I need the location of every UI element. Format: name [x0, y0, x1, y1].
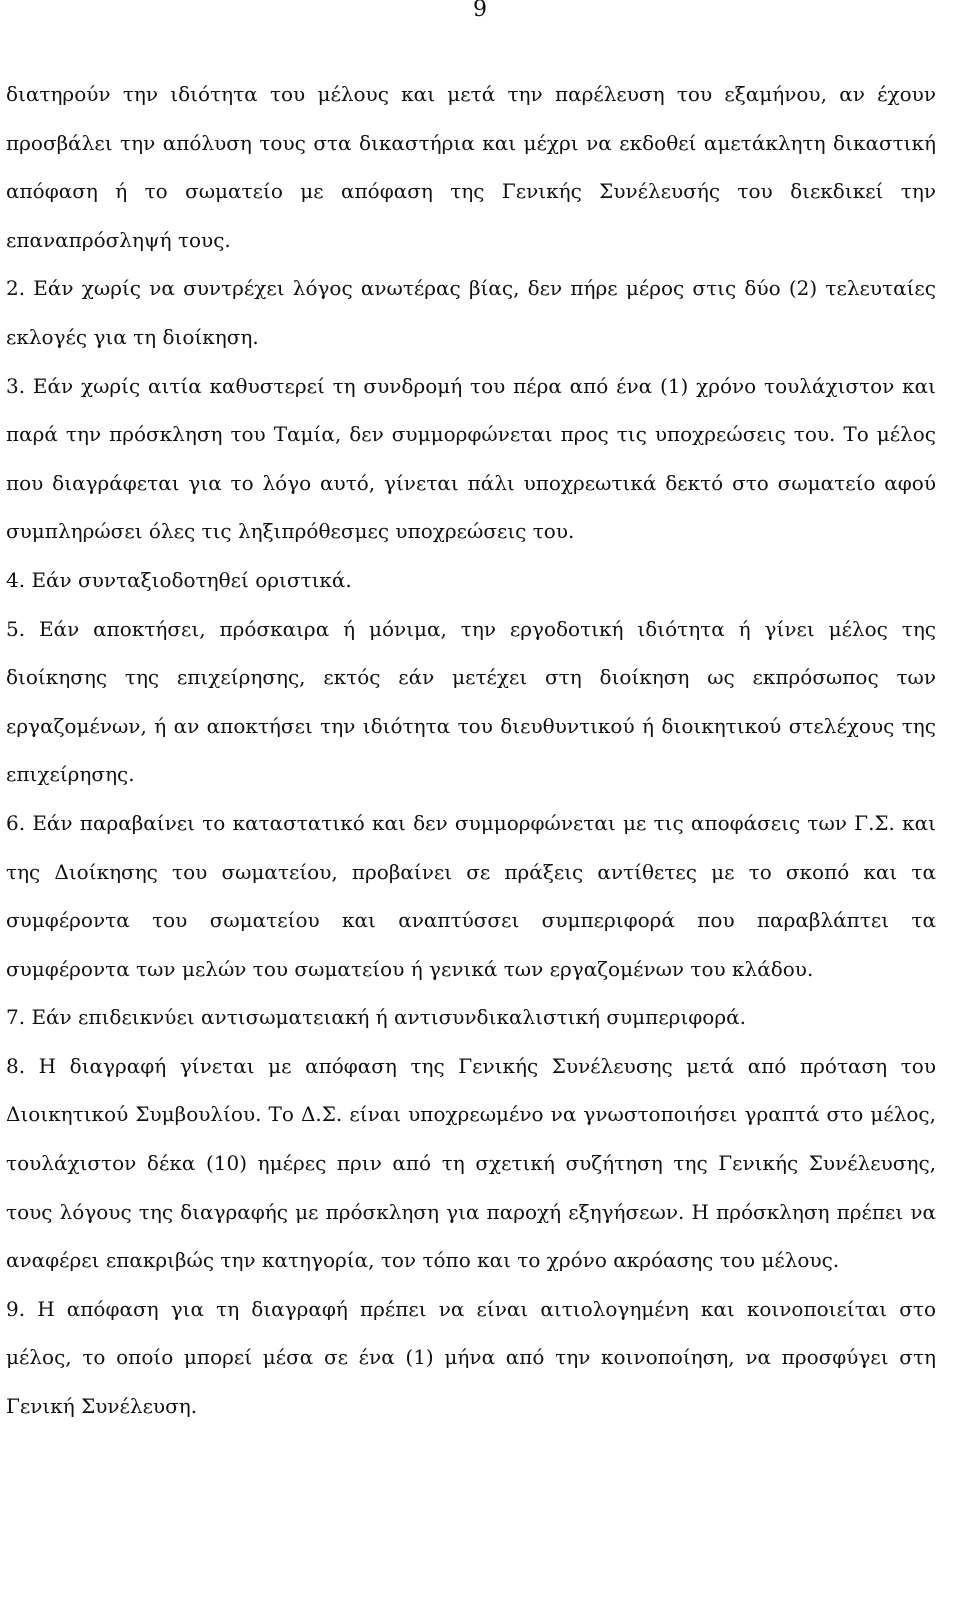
paragraph-item-4: 4. Εάν συνταξιοδοτηθεί οριστικά. [6, 567, 352, 592]
paragraph-item-9: 9. Η απόφαση για τη διαγραφή πρέπει να είναι αιτιολογημένη και κοινοποιείται στο μέλος, το οποίο μπορεί μέσα σε ένα (1) μήνα από την κοινοποίηση, να προσφύγει στη Γενική Συνέλευση. [6, 1296, 936, 1419]
paragraph-continuation: διατηρούν την ιδιότητα του μέλους και μετά την παρέλευση του εξαμήνου, αν έχουν προσβάλει την απόλυση τους στα δικαστήρια και μέχρι να εκδοθεί αμετάκλητη δικαστική απόφαση ή το σωματείο με απόφαση της Γενικής Συνέλευσής του διεκδικεί την επαναπρόσληψή τους. [6, 82, 936, 252]
paragraph-item-8: 8. Η διαγραφή γίνεται με απόφαση της Γενικής Συνέλευσης μετά από πρόταση του Διοικητικού Συμβουλίου. Το Δ.Σ. είναι υποχρεωμένο να γνωστοποιήσει γραπτά στο μέλος, τουλάχιστον δέκα (10) ημέρες πριν από τη σχετική συζήτηση της Γενικής Συνέλευσης, τους λόγους της διαγραφής με πρόσκληση για παροχή εξηγήσεων. Η πρόσκληση πρέπει να αναφέρει επακριβώς την κατηγορία, τον τόπο και το χρόνο ακρόασης του μέλους. [6, 1053, 936, 1273]
paragraph-item-6: 6. Εάν παραβαίνει το καταστατικό και δεν συμμορφώνεται με τις αποφάσεις των Γ.Σ. και της Διοίκησης του σωματείου, προβαίνει σε πράξεις αντίθετες με το σκοπό και τα συμφέροντα του σωματείου και αναπτύσσει συμπεριφορά που παραβλάπτει τα συμφέροντα των μελών του σωματείου ή γενικά των εργαζομένων του κλάδου. [6, 810, 936, 981]
document-body [6, 70, 936, 1431]
paragraph-item-2: 2. Εάν χωρίς να συντρέχει λόγος ανωτέρας βίας, δεν πήρε μέρος στις δύο (2) τελευταίες εκλογές για τη διοίκηση. [6, 276, 936, 349]
paragraph-item-5: 5. Εάν αποκτήσει, πρόσκαιρα ή μόνιμα, την εργοδοτική ιδιότητα ή γίνει μέλος της διοίκησης της επιχείρησης, εκτός εάν μετέχει στη διοίκηση ως εκπρόσωπος των εργαζομένων, ή αν αποκτήσει την ιδιότητα του διευθυντικού ή διοικητικού στελέχους της επιχείρησης. [6, 616, 936, 787]
page-number: 9 [473, 0, 487, 22]
paragraph-item-3: 3. Εάν χωρίς αιτία καθυστερεί τη συνδρομή του πέρα από ένα (1) χρόνο τουλάχιστον και παρά την πρόσκληση του Ταμία, δεν συμμορφώνεται προς τις υποχρεώσεις του. Το μέλος που διαγράφεται για το λόγο αυτό, γίνεται πάλι υποχρεωτικά δεκτό στο σωματείο αφού συμπληρώσει όλες τις ληξιπρόθεσμες υποχρεώσεις του. [6, 373, 936, 544]
paragraph-item-7: 7. Εάν επιδεικνύει αντισωματειακή ή αντισυνδικαλιστική συμπεριφορά. [6, 1005, 746, 1030]
